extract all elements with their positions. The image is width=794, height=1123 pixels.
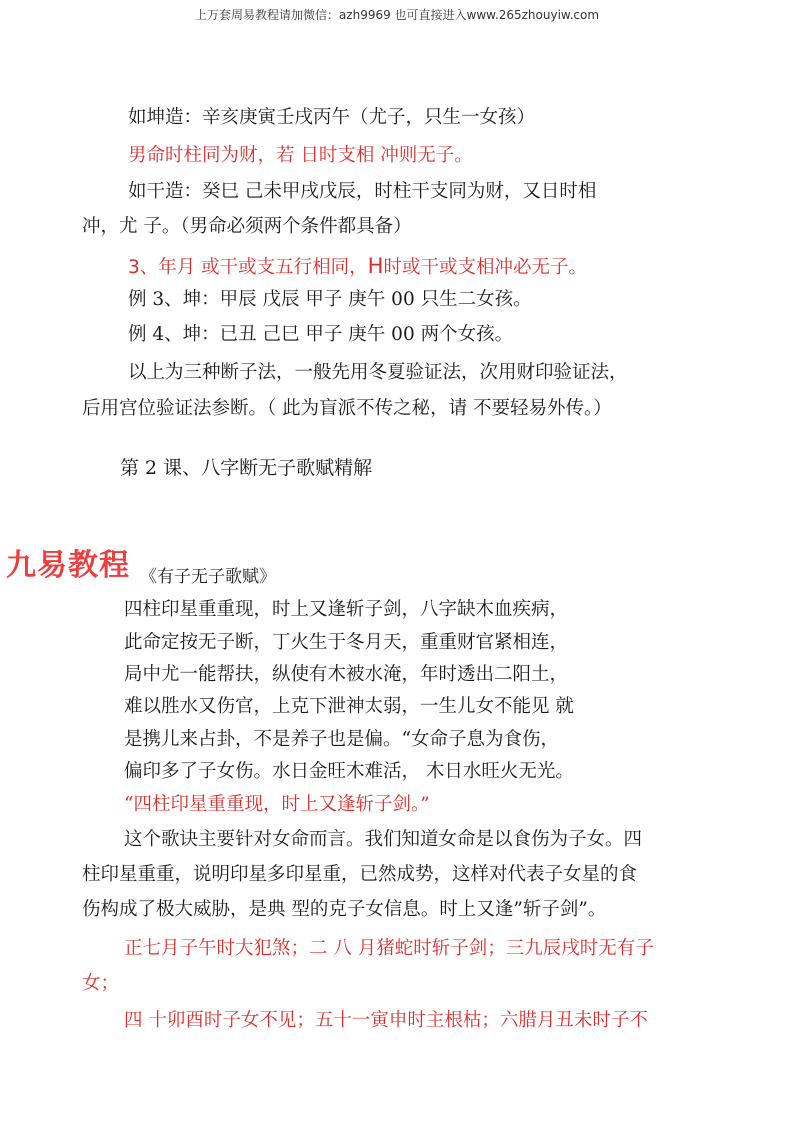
example-male-chart-line2: 冲，尤 子。（男命必须两个条件都具备） (82, 216, 412, 237)
month-rule-line-3: 四 十卯酉时子女不见；五十一寅申时主根枯；六腊月丑未时子不 (124, 1010, 648, 1031)
explanation-line-1: 这个歌诀主要针对女命而言。我们知道女命是以食伤为子女。四 (124, 829, 643, 850)
example-male-chart-line1: 如干造：癸巳 己未甲戌戊辰，时柱干支同为财，又日时相 (128, 181, 597, 202)
example-3: 例 3、坤：甲辰 戊辰 甲子 庚午 00 只生二女孩。 (128, 289, 532, 310)
rule-male-hour-pillar: 男命时柱同为财，若 日时支相 冲则无子。 (128, 145, 473, 166)
summary-line1: 以上为三种断子法，一般先用冬夏验证法，次用财印验证法， (128, 362, 628, 383)
month-rule-line-2: 女； (82, 973, 120, 994)
summary-line2: 后用宫位验证法参断。（ 此为盲派不传之秘，请 不要轻易外传。） (82, 398, 612, 419)
rule-3 (128, 254, 587, 280)
poem-line-2: 此命定按无子断，丁火生于冬月天，重重财官紧相连， (124, 632, 569, 653)
rule-3-part-b: H (367, 254, 384, 278)
explanation-line-3: 伤构成了极大威胁，是典 型的克子女信息。时上又逢”斩子剑”。 (82, 899, 607, 920)
lesson-title: 第 2 课、八字断无子歌赋精解 (120, 457, 373, 479)
watermark-logo: 九易教程 (6, 548, 130, 583)
poem-line-3: 局中尤一能帮扶，纵使有木被水淹，年时透出二阳土， (124, 664, 569, 685)
poem-line-4: 难以胜水又伤官，上克下泄神太弱，一生儿女不能见 就 (124, 696, 574, 717)
quoted-verse: “四柱印星重重现，时上又逢斩子剑。” (124, 794, 430, 815)
explanation-line-2: 柱印星重重，说明印星多印星重，已然成势，这样对代表子女星的食 (82, 864, 638, 885)
rule-3-part-a: 3、年月 或干或支五行相同， (128, 257, 368, 278)
month-rule-line-1: 正七月子午时大犯煞；二 八 月猪蛇时斩子剑；三九辰戌时无有子 (124, 938, 654, 959)
header-note: 上万套周易教程请加微信：azh9969 也可直接进入www.265zhouyiw.com (194, 8, 600, 22)
poem-line-1: 四柱印星重重现，时上又逢斩子剑，八字缺木血疾病， (124, 599, 569, 620)
example-4: 例 4、坤：已丑 己巳 甲子 庚午 00 两个女孩。 (128, 324, 514, 345)
rule-3-part-c: 时或干或支相冲必无子。 (383, 257, 587, 278)
poem-line-5: 是携儿来占卦，不是养子也是偏。“女命子息为食伤， (124, 729, 559, 750)
example-female-chart: 如坤造：辛亥庚寅壬戌丙午（尤子，只生一女孩） (128, 107, 536, 128)
poem-line-6: 偏印多了子女伤。水日金旺木难活， 木日水旺火无光。 (124, 761, 574, 782)
poem-title: 《有子无子歌赋》 (140, 567, 276, 587)
